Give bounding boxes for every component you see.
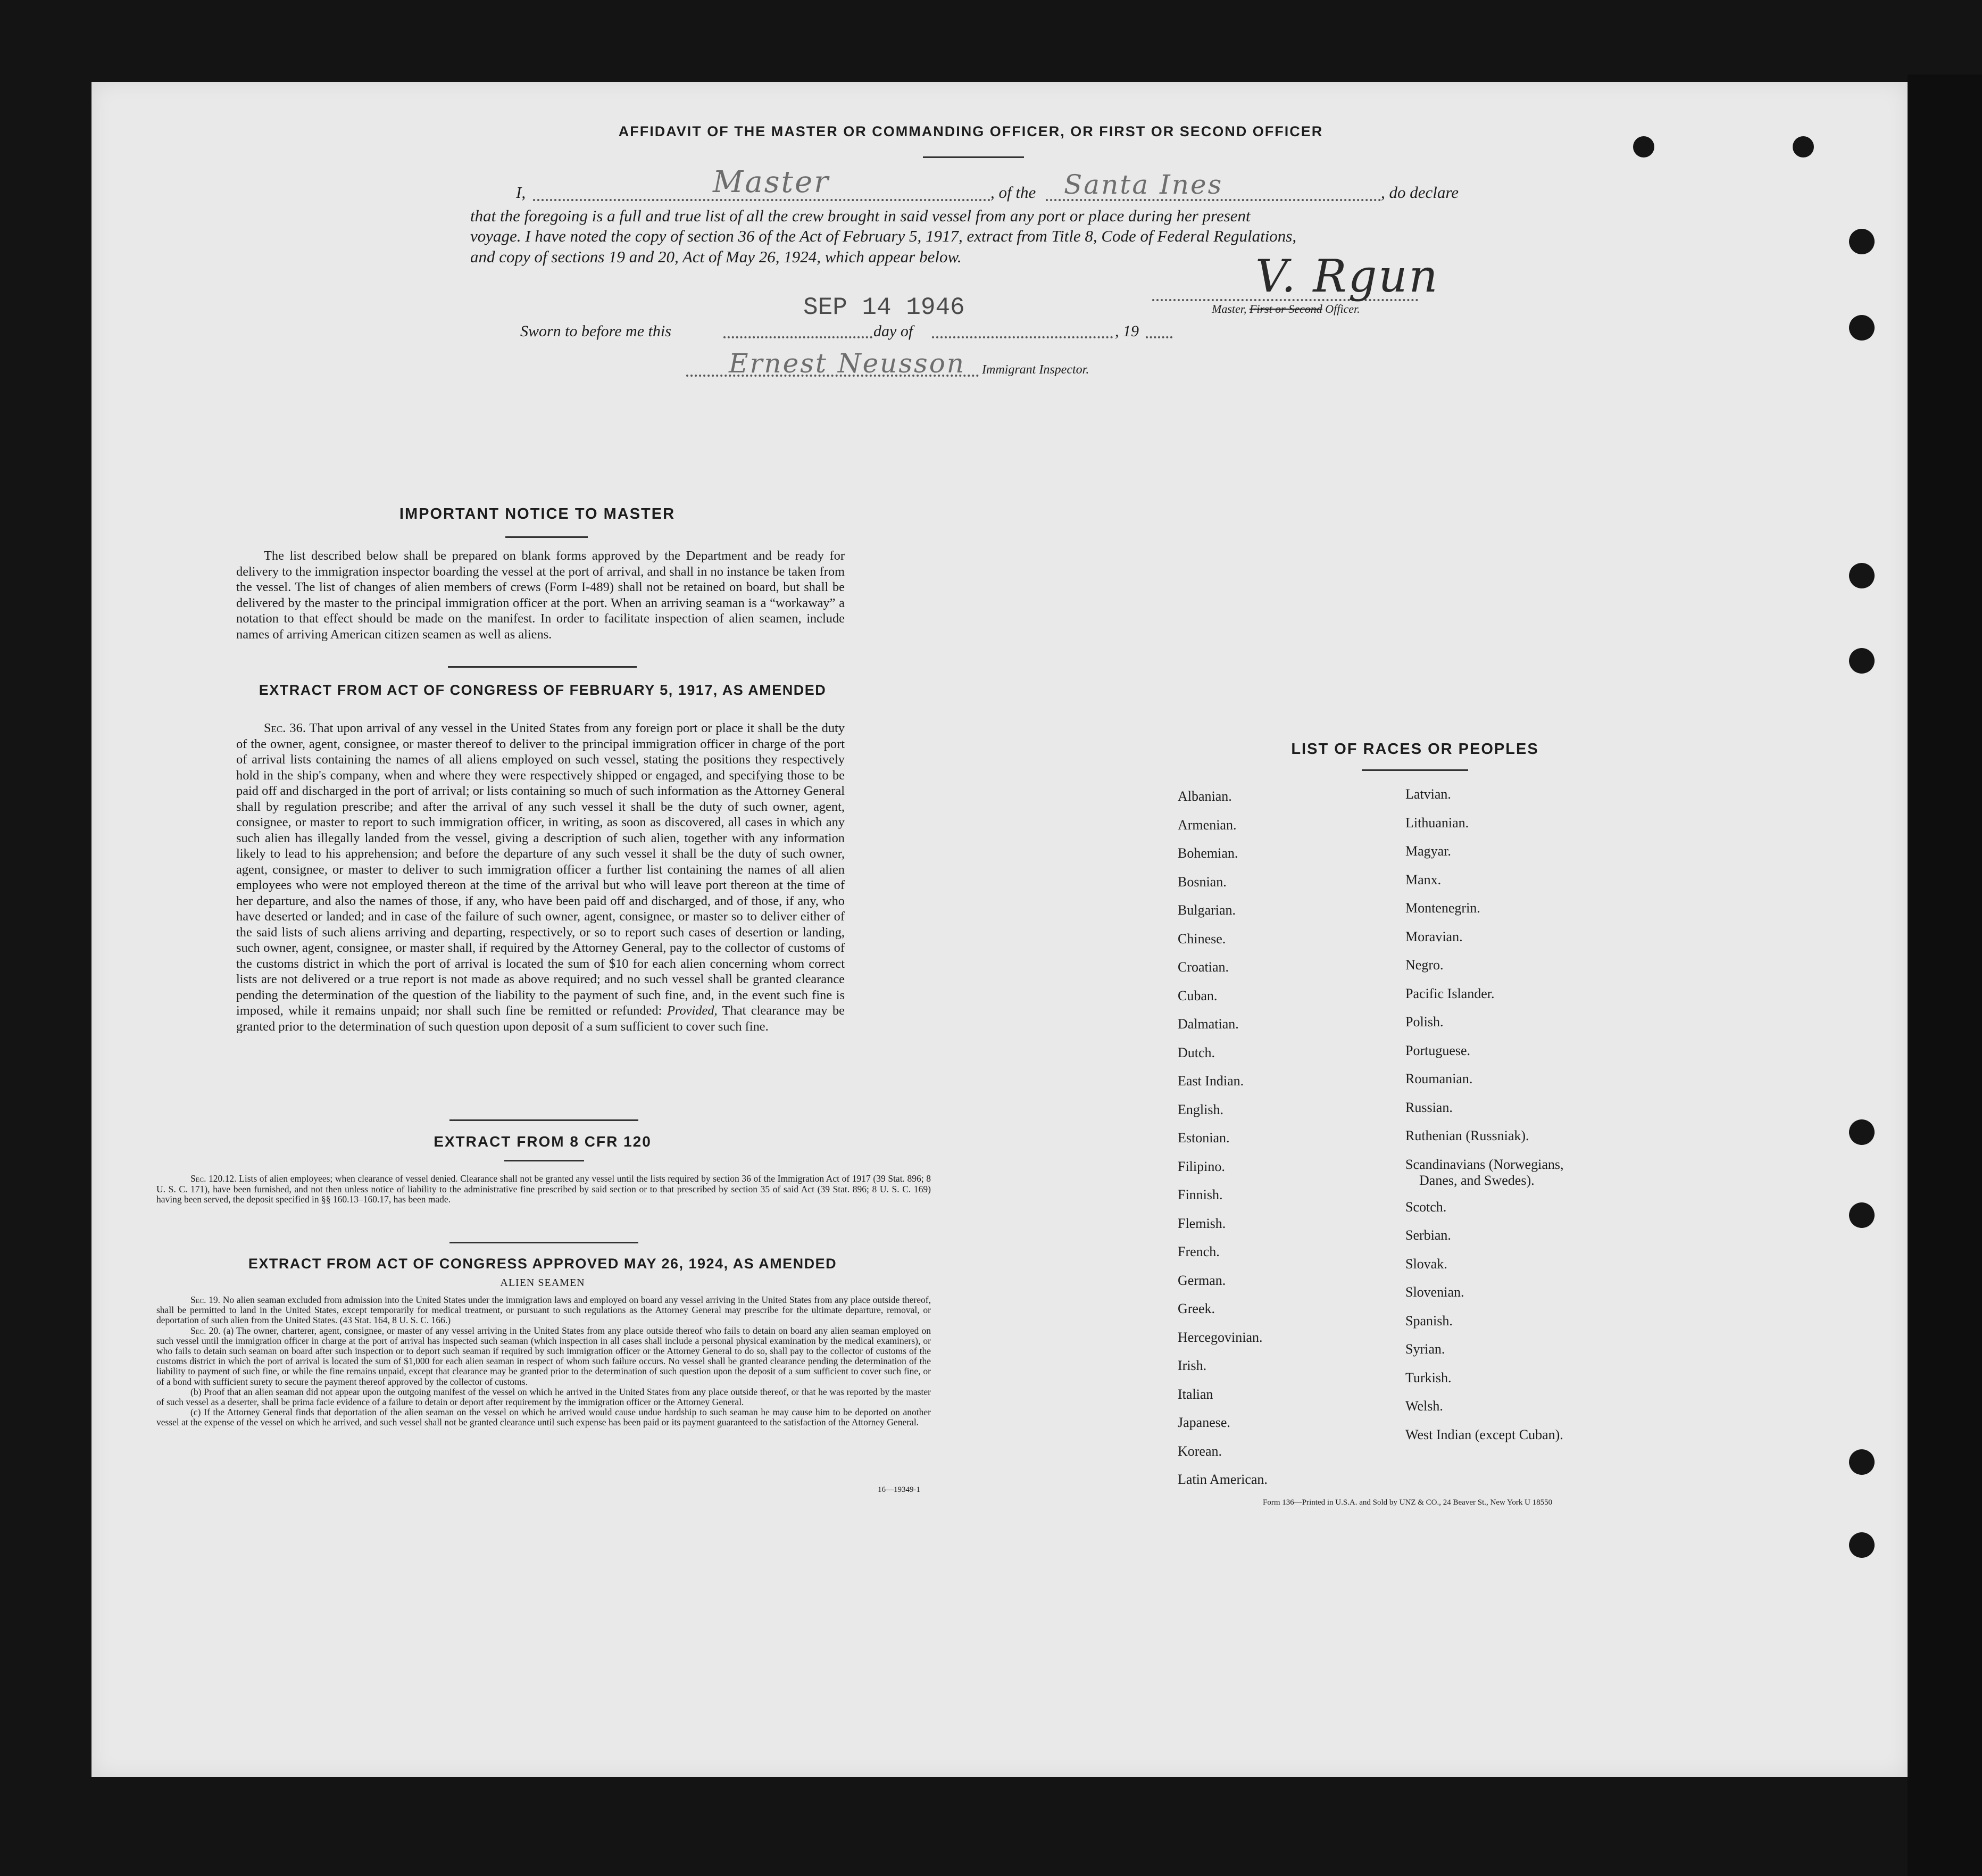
race-item: Filipino. (1178, 1158, 1225, 1174)
sec19-paragraph (156, 1295, 931, 1326)
affidavit-title: AFFIDAVIT OF THE MASTER OR COMMANDING OFFICER, OR FIRST OR SECOND OFFICER (618, 123, 1323, 139)
race-item: Albanian. (1178, 788, 1232, 804)
sworn-day-line (723, 336, 872, 338)
race-item: Korean. (1178, 1443, 1222, 1459)
race-item: Magyar. (1405, 843, 1451, 859)
race-item: Polish. (1405, 1014, 1444, 1030)
extract-cfr-text (156, 1174, 931, 1205)
race-item: Dutch. (1178, 1044, 1215, 1060)
race-item: Lithuanian. (1405, 815, 1469, 831)
affidavit-i-label: I, (516, 183, 526, 202)
race-item: Hercegovinian. (1178, 1329, 1263, 1345)
affidavit-line-3: voyage. I have noted the copy of section 36 of the Act of February 5, 1917, extract from Title 8, Code of Federal Regulations, (470, 227, 1297, 245)
race-item: Chinese. (1178, 931, 1226, 947)
race-item: Latvian. (1405, 786, 1451, 802)
race-item: Slovak. (1405, 1256, 1447, 1272)
races-column-1 (1178, 782, 1268, 1494)
punch-hole (1849, 1202, 1875, 1228)
extract-1924-text (156, 1295, 931, 1428)
extract-1917-text (236, 720, 845, 1034)
race-item: Roumanian. (1405, 1071, 1473, 1086)
race-item: Croatian. (1178, 959, 1229, 975)
punch-hole (1849, 563, 1875, 588)
sec20b-paragraph: (b) Proof that an alien seaman did not appear upon the outgoing manifest of the vessel on which he arrived in the United States from any place outside thereof, or that he was reported by the master of such vessel as a deserter, shall be prima facie evidence of a failure to detain or deport after requirement by the immigration officer or the Attorney General. (156, 1386, 931, 1408)
punch-hole (1849, 315, 1875, 341)
race-item: Turkish. (1405, 1369, 1452, 1385)
notice-title: IMPORTANT NOTICE TO MASTER (399, 505, 676, 522)
race-item: Pacific Islander. (1405, 985, 1495, 1001)
date-stamp: SEP 14 1946 (803, 294, 965, 321)
race-item: German. (1178, 1272, 1226, 1288)
divider (505, 536, 588, 538)
race-item-scandinavian (1405, 1150, 1563, 1189)
scandinavian-line-1: Scandinavians (Norwegians, (1405, 1156, 1564, 1172)
race-item: Slovenian. (1405, 1284, 1464, 1300)
sec19-label: Sec. 19. (190, 1294, 221, 1305)
sec19-text: No alien seaman excluded from admission into the United States under the immigration laws and employed on board any vessel arriving in the United States from any place outside thereof, shall be permitted to land in the United States, except temporarily for medical treatment, or pursuant to such regulations as the Attorney General may prescribe for the ultimate departure, removal, or deportation of such alien from the United States. (43 Stat. 164, 8 U. S. C. 166.) (156, 1294, 931, 1326)
race-item: Estonian. (1178, 1130, 1230, 1145)
race-item: Spanish. (1405, 1313, 1453, 1329)
race-item: Montenegrin. (1405, 900, 1480, 916)
race-item: Finnish. (1178, 1187, 1223, 1202)
cfr-sec-label: Sec. 120.12. (190, 1173, 237, 1184)
race-item: Armenian. (1178, 817, 1237, 833)
race-item: Scotch. (1405, 1199, 1447, 1215)
master-signature-caption (1212, 302, 1360, 316)
race-item: Dalmatian. (1178, 1016, 1239, 1032)
affidavit-line-4: and copy of sections 19 and 20, Act of May 26, 1924, which appear below. (470, 247, 962, 266)
do-declare-label: , do declare (1381, 183, 1459, 202)
race-item: Bulgarian. (1178, 902, 1236, 918)
vessel-handwritten: Santa Ines (1064, 169, 1223, 200)
divider (504, 1160, 584, 1161)
master-handwritten: Master (713, 165, 830, 200)
punch-hole (1849, 1119, 1875, 1145)
race-item: Flemish. (1178, 1215, 1226, 1231)
divider (923, 156, 1024, 158)
notice-text: The list described below shall be prepared on blank forms approved by the Department and be ready for delivery to the immigration inspector boarding the vessel at the port of arrival, and shall in no instance be taken from the vessel. The list of changes of alien members of crews (Form I-489) shall not be retained on board, but shall be delivered by the master to the principal immigration officer at the port. When an arriving seaman is a “workaway” a notation to that effect should be made on the manifest. In order to facilitate inspection of alien seamen, include names of arriving American citizen seamen as well as aliens. (236, 549, 845, 642)
affidavit-line-2: that the foregoing is a full and true list of all the crew brought in said vessel from any port or place during her present (470, 206, 1251, 225)
print-code: 16—19349-1 (878, 1485, 920, 1494)
inspector-label: Immigrant Inspector. (982, 363, 1089, 377)
race-item: Russian. (1405, 1099, 1453, 1115)
caption-officer: Officer. (1322, 302, 1360, 316)
divider (449, 1242, 638, 1243)
extract-1917-title: EXTRACT FROM ACT OF CONGRESS OF FEBRUARY 5, 1917, AS AMENDED (259, 682, 827, 698)
divider (449, 1119, 638, 1121)
sec20a-text: (a) The owner, charterer, agent, consignee, or master of any vessel arriving in the United States from any place outside thereof who fails to detain on board any alien seaman employed on such vessel until the immigration officer in charge at the port of arrival has inspected such seaman (which inspection in all cases shall include a personal physical examination by the medical examiners), or who fails to detain such seaman on board after such inspection or to deport such seaman if required by such immigration officer or the Attorney General to do so, shall pay to the collector of customs of the customs district in which the port of arrival is located the sum of $1,000 for each alien seaman in respect of whom such failure occurs. No vessel shall be granted clearance pending the determination of the liability to payment of such fine, or while the fine remains unpaid, except that clearance may be granted prior to the determination of such question upon the deposit of a sum sufficient to cover such fine, or of a bond with sufficient surety to secure the payment thereof approved by the collector of customs. (156, 1325, 931, 1387)
race-item: Welsh. (1405, 1398, 1443, 1414)
race-item: Negro. (1405, 957, 1444, 973)
scandinavian-line-2: Danes, and Swedes). (1419, 1172, 1535, 1188)
race-item: English. (1178, 1101, 1223, 1117)
day-of-label: day of (873, 322, 913, 340)
punch-hole (1849, 1532, 1875, 1558)
of-the-label: , of the (990, 183, 1036, 202)
master-signature: V. Rgun (1255, 250, 1439, 302)
sworn-label: Sworn to before me this (520, 322, 671, 340)
inspector-signature: Ernest Neusson (729, 348, 966, 379)
race-item: Syrian. (1405, 1341, 1445, 1357)
races-title: LIST OF RACES OR PEOPLES (1291, 741, 1539, 758)
sec36-text-end: That clearance may be granted prior to the determination of such question upon deposit of a sum sufficient to cover such fine. (236, 1003, 845, 1034)
sworn-month-line (932, 336, 1113, 338)
divider (1362, 769, 1468, 771)
alien-seamen-subtitle: ALIEN SEAMEN (500, 1277, 585, 1289)
sec20-label: Sec. 20. (190, 1325, 221, 1336)
sec36-label: Sec. 36. (264, 721, 306, 735)
race-item: Latin American. (1178, 1472, 1268, 1487)
race-item: French. (1178, 1244, 1220, 1259)
divider (448, 666, 637, 668)
race-item: Italian (1178, 1386, 1213, 1402)
punch-hole (1849, 229, 1875, 254)
cfr-sec-text: Lists of alien employees; when clearance of vessel denied. Clearance shall not be granted any vessel until the lists required by section 36 of the Immigration Act of 1917 (39 Stat. 896; 8 U. S. C. 171), have been furnished, and not then unless notice of liability to the administrative fine prescribed by said section or to that prescribed by section 35 of said Act (39 Stat. 896; 8 U. S. C. 169) having been served, the deposit specified in §§ 160.13–160.17, has been made. (156, 1173, 931, 1205)
race-item: Cuban. (1178, 987, 1218, 1003)
provided-word: Provided, (667, 1003, 718, 1018)
sec20c-paragraph: (c) If the Attorney General finds that deportation of the alien seaman on the vessel on which he arrived would cause undue hardship to such seaman he may cause him to be deported on another vessel at the expense of the vessel on which he arrived, and such vessel shall not be granted clearance until such expense has been paid or its payment guaranteed to the satisfaction of the Attorney General. (156, 1407, 931, 1428)
races-column-2 (1405, 780, 1563, 1449)
year-label: , 19 (1115, 322, 1139, 340)
caption-master: Master, (1212, 302, 1250, 316)
sec20a-paragraph (156, 1326, 931, 1387)
punch-hole (1633, 136, 1654, 157)
sworn-year-line (1146, 336, 1172, 338)
race-item: West Indian (except Cuban). (1405, 1426, 1563, 1442)
race-item: Bohemian. (1178, 845, 1238, 861)
race-item: Japanese. (1178, 1415, 1230, 1430)
race-item: East Indian. (1178, 1073, 1244, 1089)
extract-cfr-title: EXTRACT FROM 8 CFR 120 (434, 1133, 652, 1150)
punch-hole (1793, 136, 1814, 157)
scan-dark-border (1908, 74, 1982, 1876)
caption-struck-officer: First or Second (1249, 302, 1322, 316)
race-item: Greek. (1178, 1301, 1215, 1316)
race-item: Ruthenian (Russniak). (1405, 1128, 1529, 1143)
race-item: Bosnian. (1178, 874, 1227, 890)
race-item: Portuguese. (1405, 1042, 1471, 1058)
sec36-text: That upon arrival of any vessel in the United States from any foreign port or place it shall be the duty of the owner, agent, consignee, or master thereof to deliver to the principal immigration officer in charge of the port of arrival lists containing the names of all aliens employed on such vessel, stating the positions they respectively hold in the ship's company, when and where they were respectively shipped or engaged, and specifying those to be paid off and discharged in the port of arrival; or lists containing so much of such information as the Attorney General shall by regulation prescribe; and after the arrival of any such vessel it shall be the duty of such owner, agent, consignee, or master to report to such immigration officer, in writing, as soon as discovered, all cases in which any such alien has illegally landed from the vessel, giving a description of such alien, together with any information likely to lead to his apprehension; and before the departure of any such vessel it shall be the duty of such owner, agent, consignee, or master to deliver to such immigration officer a further list containing the names of all alien employees who were not employed thereon at the time of the arrival but who will leave port thereon at the time of her departure, and also the names of those, if any, who have been paid off and discharged, and of those, if any, who have deserted or landed; and in case of the failure of such owner, agent, consignee, or master so to deliver either of the said lists of such aliens arriving and departing, respectively, or so to report such cases of desertion or landing, such owner, agent, consignee, or master shall, if required by the Attorney General, pay to the collector of customs of the customs district in which the port of arrival is located the sum of $10 for each alien concerning whom correct lists are not delivered or a true report is not made as above required; and no such vessel shall be granted clearance pending the determination of the question of the liability to the payment of such fine, and, in the event such fine is imposed, while it remains unpaid; nor shall such fine be remitted or refunded: (236, 721, 845, 1018)
race-item: Manx. (1405, 871, 1442, 887)
punch-hole (1849, 648, 1875, 674)
race-item: Serbian. (1405, 1227, 1451, 1243)
extract-1924-title: EXTRACT FROM ACT OF CONGRESS APPROVED MAY 26, 1924, AS AMENDED (248, 1256, 837, 1272)
race-item: Irish. (1178, 1358, 1207, 1373)
form-footer: Form 136—Printed in U.S.A. and Sold by UNZ & CO., 24 Beaver St., New York U 18550 (1263, 1498, 1553, 1507)
race-item: Moravian. (1405, 928, 1463, 944)
punch-hole (1849, 1449, 1875, 1475)
